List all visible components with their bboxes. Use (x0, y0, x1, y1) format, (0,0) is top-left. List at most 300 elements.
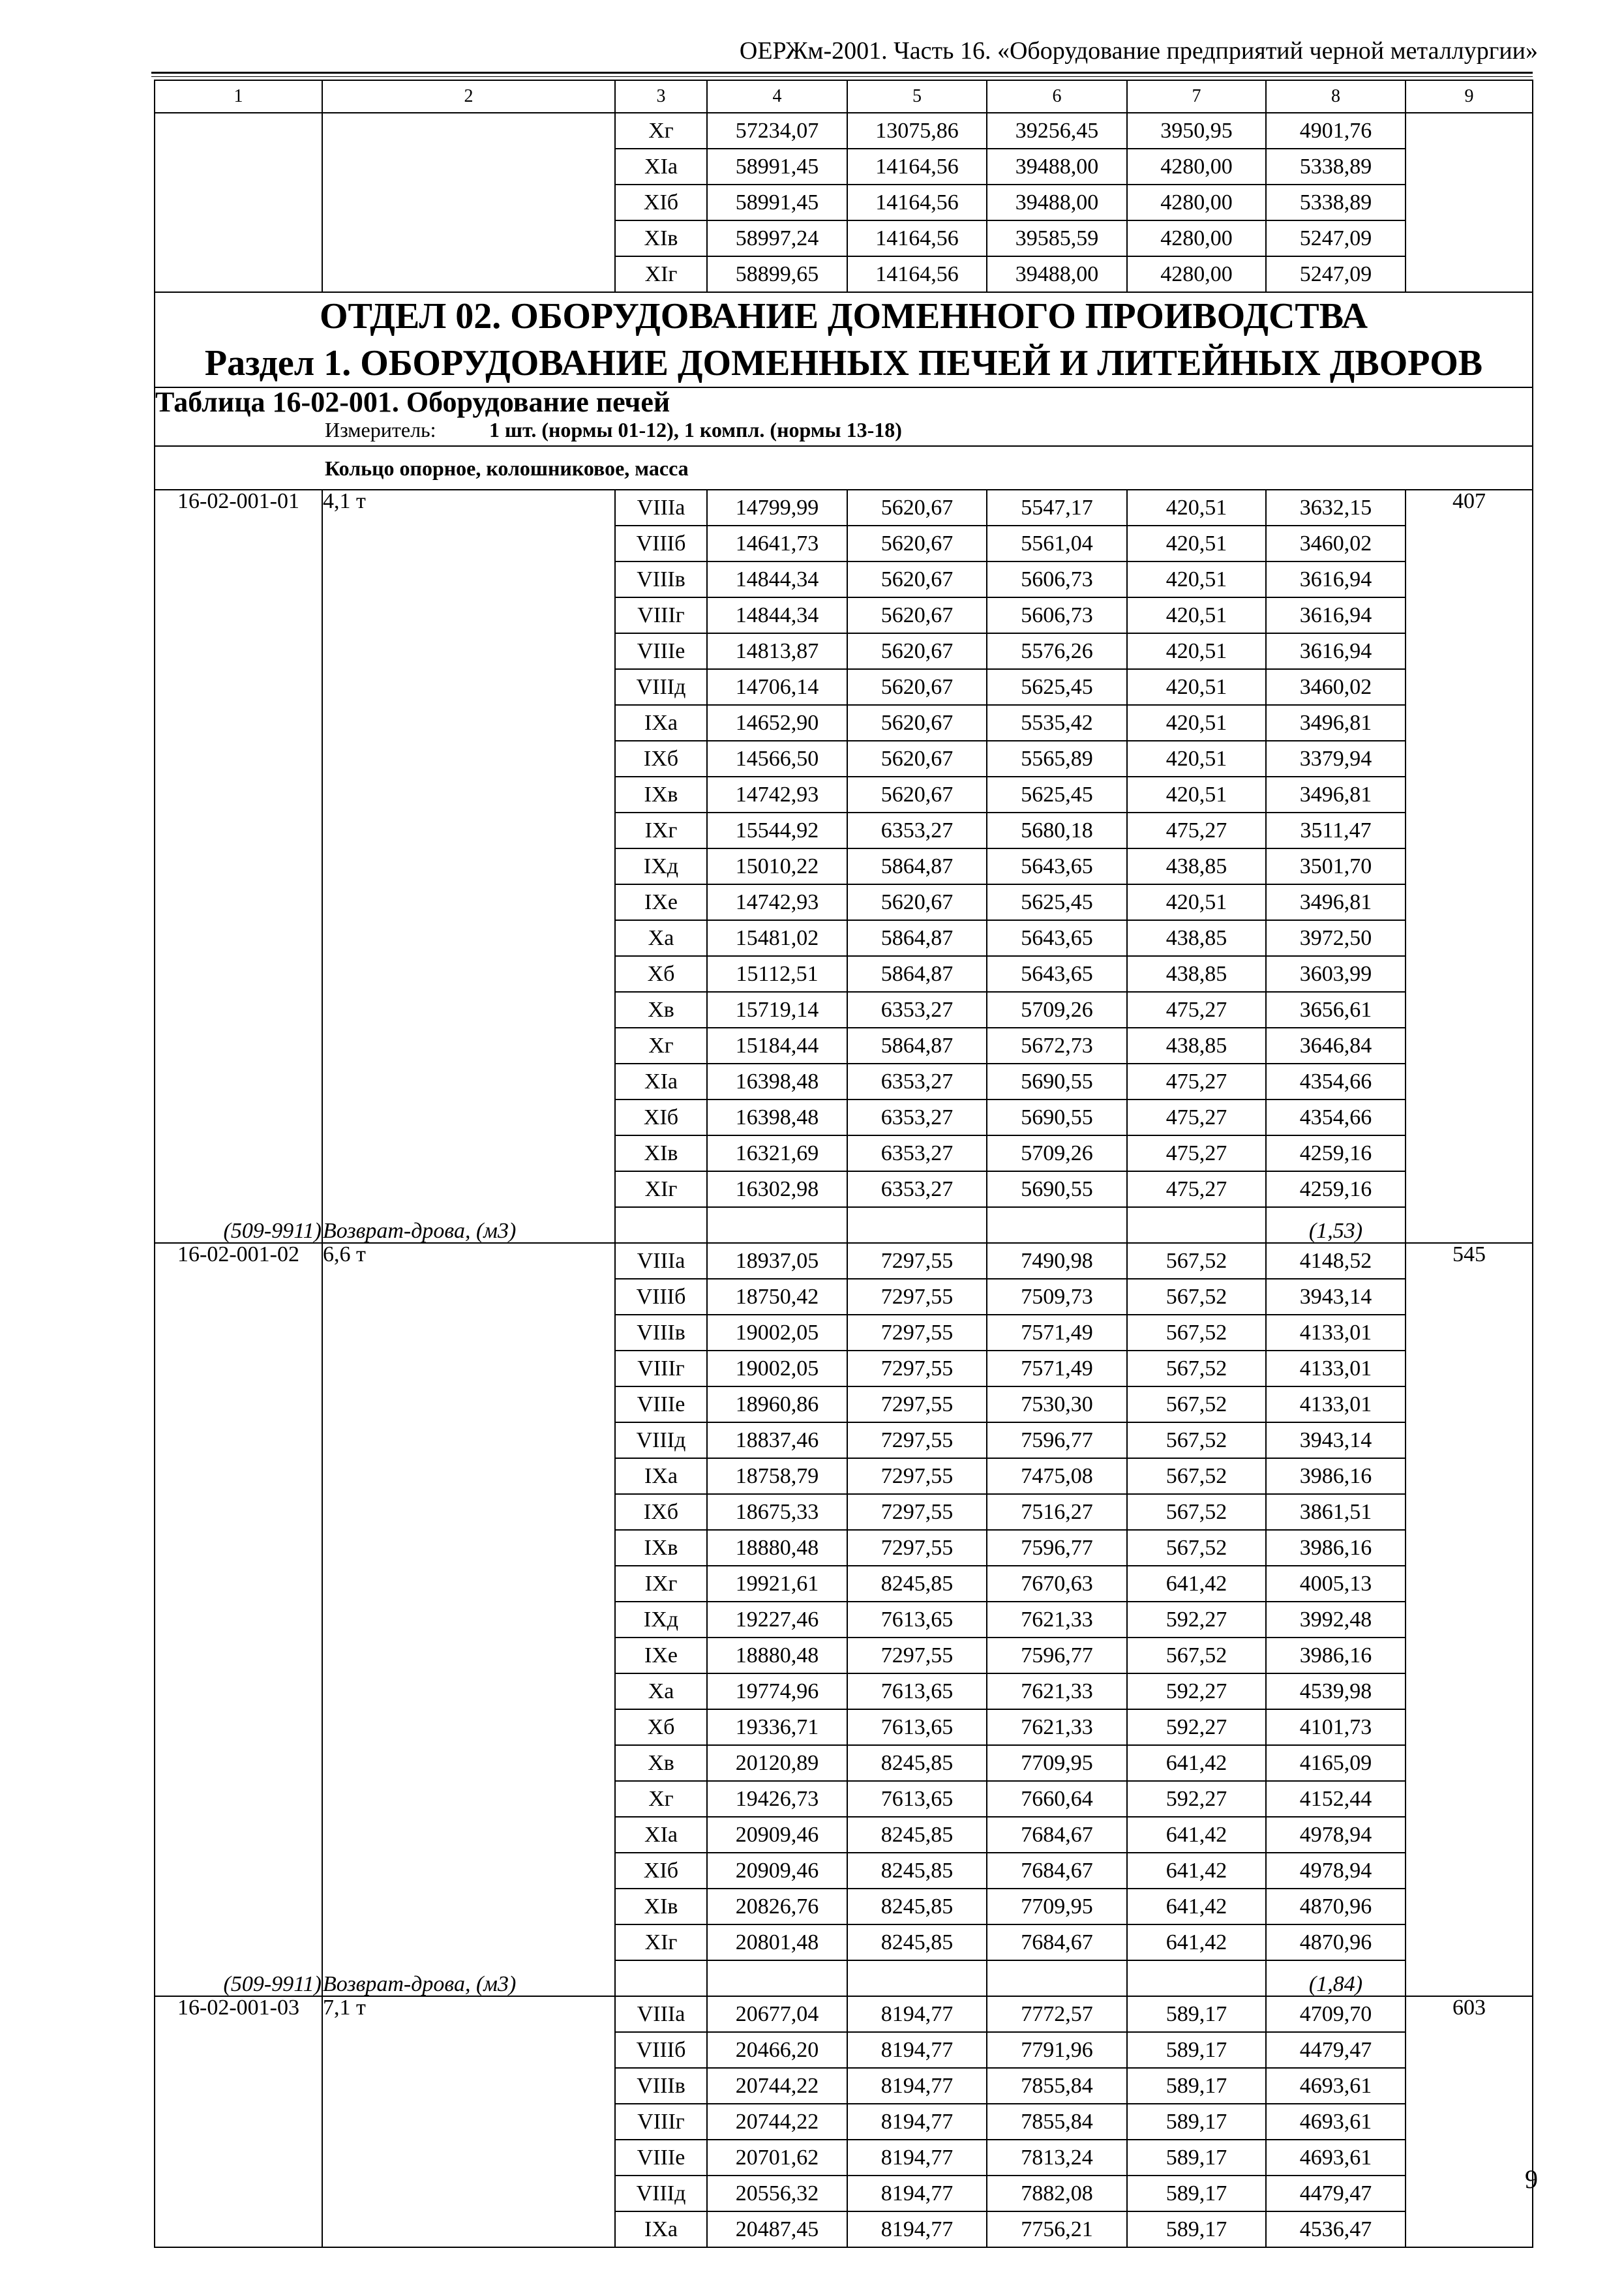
code-cell (155, 526, 322, 561)
col9-cell: 603 (1406, 1996, 1533, 2032)
value-cell: 420,51 (1127, 526, 1266, 561)
empty-cell (707, 1960, 847, 1996)
col9-cell (1406, 1853, 1533, 1889)
empty-cell (847, 1960, 987, 1996)
value-cell: 8245,85 (847, 1853, 987, 1889)
value-cell: 567,52 (1127, 1422, 1266, 1458)
value-cell: 5606,73 (987, 597, 1127, 633)
return-code: (509-9911) (155, 1207, 322, 1243)
value-cell: 4280,00 (1127, 149, 1266, 185)
col9-cell (1406, 777, 1533, 813)
value-cell: 7660,64 (987, 1781, 1127, 1817)
mass-cell (322, 1924, 615, 1960)
table-row (155, 1530, 1533, 1566)
value-cell: 5620,67 (847, 884, 987, 920)
table-row (155, 1279, 1533, 1315)
value-cell: 7791,96 (987, 2032, 1127, 2068)
col9-cell (1406, 1889, 1533, 1924)
mass-cell (322, 813, 615, 848)
zone-cell: IXг (615, 1566, 707, 1602)
value-cell: 7613,65 (847, 1781, 987, 1817)
value-cell: 20744,22 (707, 2104, 847, 2140)
value-cell: 14844,34 (707, 561, 847, 597)
col9-cell (1406, 741, 1533, 777)
page-number: 9 (1525, 2164, 1538, 2194)
value-cell: 4693,61 (1266, 2104, 1406, 2140)
mass-cell (322, 1494, 615, 1530)
value-cell: 438,85 (1127, 920, 1266, 956)
return-label: Возврат-дрова, (м3) (322, 1960, 615, 1996)
value-cell: 567,52 (1127, 1315, 1266, 1351)
value-cell: 8245,85 (847, 1889, 987, 1924)
mass-cell (322, 705, 615, 741)
code-cell (155, 1566, 322, 1602)
value-cell: 7621,33 (987, 1709, 1127, 1745)
value-cell: 18675,33 (707, 1494, 847, 1530)
value-cell: 4901,76 (1266, 113, 1406, 149)
table-row (155, 1817, 1533, 1853)
code-cell (155, 1494, 322, 1530)
col9-cell (1406, 1924, 1533, 1960)
code-cell (155, 256, 322, 292)
zone-cell: IXa (615, 1458, 707, 1494)
value-cell: 3603,99 (1266, 956, 1406, 992)
value-cell: 4165,09 (1266, 1745, 1406, 1781)
empty-cell (987, 1960, 1127, 1996)
value-cell: 5620,67 (847, 597, 987, 633)
value-cell: 4870,96 (1266, 1924, 1406, 1960)
value-cell: 8194,77 (847, 2068, 987, 2104)
col9-cell (1406, 1673, 1533, 1709)
value-cell: 5709,26 (987, 1135, 1127, 1171)
value-cell: 20909,46 (707, 1853, 847, 1889)
department-row (155, 292, 1533, 387)
value-cell: 420,51 (1127, 705, 1266, 741)
value-cell: 58991,45 (707, 185, 847, 220)
code-cell (155, 1064, 322, 1100)
value-cell: 589,17 (1127, 2176, 1266, 2211)
col9-cell (1406, 113, 1533, 149)
value-cell: 3950,95 (1127, 113, 1266, 149)
value-cell: 4354,66 (1266, 1064, 1406, 1100)
value-cell: 567,52 (1127, 1279, 1266, 1315)
empty-cell (615, 1960, 707, 1996)
value-cell: 7813,24 (987, 2140, 1127, 2176)
mass-cell (322, 1781, 615, 1817)
value-cell: 567,52 (1127, 1351, 1266, 1386)
col9-cell (1406, 256, 1533, 292)
mass-cell (322, 992, 615, 1028)
col9-cell: 545 (1406, 1243, 1533, 1279)
table-row (155, 220, 1533, 256)
value-cell: 20466,20 (707, 2032, 847, 2068)
table-row (155, 669, 1533, 705)
mass-cell (322, 920, 615, 956)
code-cell (155, 1817, 322, 1853)
mass-cell (322, 2140, 615, 2176)
value-cell: 5535,42 (987, 705, 1127, 741)
table-row (155, 1351, 1533, 1386)
mass-cell: 4,1 т (322, 490, 615, 526)
value-cell: 475,27 (1127, 1171, 1266, 1207)
value-cell: 3861,51 (1266, 1494, 1406, 1530)
value-cell: 5620,67 (847, 633, 987, 669)
table-row (155, 1064, 1533, 1100)
value-cell: 39256,45 (987, 113, 1127, 149)
desc-cell (322, 149, 615, 185)
column-number: 8 (1266, 80, 1406, 113)
zone-cell: VIIIб (615, 1279, 707, 1315)
value-cell: 4101,73 (1266, 1709, 1406, 1745)
value-cell: 5709,26 (987, 992, 1127, 1028)
value-cell: 3972,50 (1266, 920, 1406, 956)
code-cell (155, 777, 322, 813)
code-cell (155, 741, 322, 777)
mass-cell (322, 1817, 615, 1853)
value-cell: 4005,13 (1266, 1566, 1406, 1602)
table-row (155, 526, 1533, 561)
zone-cell: VIIIд (615, 2176, 707, 2211)
table-row (155, 741, 1533, 777)
code-cell (155, 2176, 322, 2211)
value-cell: 4479,47 (1266, 2176, 1406, 2211)
zone-cell: XIг (615, 256, 707, 292)
code-cell (155, 1602, 322, 1638)
table-row (155, 113, 1533, 149)
col9-cell (1406, 956, 1533, 992)
return-row (155, 1960, 1533, 1996)
table-row (155, 1602, 1533, 1638)
value-cell: 3646,84 (1266, 1028, 1406, 1064)
running-header: ОЕРЖм-2001. Часть 16. «Оборудование предприятий черной металлургии» (739, 37, 1538, 65)
desc-cell (322, 113, 615, 149)
value-cell: 5680,18 (987, 813, 1127, 848)
department-heading (155, 292, 1533, 387)
col9-cell (1406, 813, 1533, 848)
value-cell: 5338,89 (1266, 185, 1406, 220)
code-cell (155, 1673, 322, 1709)
code-cell: 16-02-001-02 (155, 1243, 322, 1279)
value-cell: 438,85 (1127, 956, 1266, 992)
column-number: 5 (847, 80, 987, 113)
value-cell: 589,17 (1127, 2140, 1266, 2176)
section-title: Раздел 1. ОБОРУДОВАНИЕ ДОМЕННЫХ ПЕЧЕЙ И ЛИТЕЙНЫХ ДВОРОВ (204, 343, 1483, 383)
value-cell: 14164,56 (847, 149, 987, 185)
value-cell: 420,51 (1127, 884, 1266, 920)
value-cell: 5625,45 (987, 669, 1127, 705)
mass-cell (322, 1709, 615, 1745)
value-cell: 567,52 (1127, 1458, 1266, 1494)
value-cell: 641,42 (1127, 1566, 1266, 1602)
zone-cell: XIг (615, 1171, 707, 1207)
zone-cell: IXa (615, 705, 707, 741)
mass-cell (322, 1458, 615, 1494)
value-cell: 19336,71 (707, 1709, 847, 1745)
value-cell: 475,27 (1127, 1135, 1266, 1171)
code-cell (155, 2068, 322, 2104)
return-label: Возврат-дрова, (м3) (322, 1207, 615, 1243)
zone-cell: XIб (615, 1853, 707, 1889)
value-cell: 5672,73 (987, 1028, 1127, 1064)
department-title: ОТДЕЛ 02. ОБОРУДОВАНИЕ ДОМЕННОГО ПРОИВОДСТВА (319, 296, 1368, 337)
code-cell (155, 597, 322, 633)
value-cell: 19774,96 (707, 1673, 847, 1709)
value-cell: 3496,81 (1266, 705, 1406, 741)
value-cell: 5643,65 (987, 956, 1127, 992)
desc-cell (322, 220, 615, 256)
mass-cell (322, 597, 615, 633)
value-cell: 5620,67 (847, 561, 987, 597)
code-cell (155, 185, 322, 220)
value-cell: 20487,45 (707, 2211, 847, 2247)
value-cell: 4259,16 (1266, 1135, 1406, 1171)
value-cell: 589,17 (1127, 1996, 1266, 2032)
value-cell: 14742,93 (707, 884, 847, 920)
value-cell: 19227,46 (707, 1602, 847, 1638)
value-cell: 15719,14 (707, 992, 847, 1028)
value-cell: 19921,61 (707, 1566, 847, 1602)
zone-cell: VIIIг (615, 597, 707, 633)
value-cell: 3501,70 (1266, 848, 1406, 884)
mass-cell (322, 1064, 615, 1100)
value-cell: 18837,46 (707, 1422, 847, 1458)
column-number: 3 (615, 80, 707, 113)
zone-cell: XIв (615, 220, 707, 256)
code-cell (155, 2104, 322, 2140)
value-cell: 567,52 (1127, 1638, 1266, 1673)
value-cell: 3379,94 (1266, 741, 1406, 777)
value-cell: 16398,48 (707, 1064, 847, 1100)
zone-cell: Xa (615, 1673, 707, 1709)
mass-cell (322, 741, 615, 777)
code-cell (155, 149, 322, 185)
value-cell: 7530,30 (987, 1386, 1127, 1422)
value-cell: 589,17 (1127, 2211, 1266, 2247)
value-cell: 4280,00 (1127, 220, 1266, 256)
value-cell: 4693,61 (1266, 2140, 1406, 2176)
value-cell: 4280,00 (1127, 185, 1266, 220)
value-cell: 592,27 (1127, 1781, 1266, 1817)
table-row (155, 1924, 1533, 1960)
value-cell: 592,27 (1127, 1709, 1266, 1745)
zone-cell: VIIIe (615, 1386, 707, 1422)
header-rule (151, 72, 1533, 74)
col9-cell (1406, 2176, 1533, 2211)
code-cell (155, 848, 322, 884)
value-cell: 438,85 (1127, 848, 1266, 884)
value-cell: 8194,77 (847, 2104, 987, 2140)
value-cell: 8245,85 (847, 1817, 987, 1853)
value-cell: 39585,59 (987, 220, 1127, 256)
code-cell (155, 1422, 322, 1458)
table-row (155, 149, 1533, 185)
value-cell: 5547,17 (987, 490, 1127, 526)
col9-cell (1406, 2068, 1533, 2104)
mass-cell (322, 1602, 615, 1638)
table-row (155, 597, 1533, 633)
value-cell: 14799,99 (707, 490, 847, 526)
zone-cell: VIIIa (615, 1243, 707, 1279)
value-cell: 5620,67 (847, 777, 987, 813)
mass-cell (322, 1315, 615, 1351)
table-row (155, 1566, 1533, 1602)
item-group-row (155, 446, 1533, 490)
zone-cell: IXe (615, 1638, 707, 1673)
zone-cell: VIIIa (615, 1996, 707, 2032)
value-cell: 39488,00 (987, 149, 1127, 185)
value-cell: 58991,45 (707, 149, 847, 185)
column-number: 9 (1406, 80, 1533, 113)
empty-cell (707, 1207, 847, 1243)
value-cell: 7297,55 (847, 1638, 987, 1673)
value-cell: 3511,47 (1266, 813, 1406, 848)
table-row (155, 2176, 1533, 2211)
code-cell (155, 1171, 322, 1207)
value-cell: 7882,08 (987, 2176, 1127, 2211)
mass-cell (322, 1171, 615, 1207)
measure-value: 1 шт. (нормы 01-12), 1 компл. (нормы 13-18) (489, 418, 902, 441)
col9-cell (1406, 1530, 1533, 1566)
mass-cell (322, 884, 615, 920)
value-cell: 19002,05 (707, 1351, 847, 1386)
value-cell: 58899,65 (707, 256, 847, 292)
mass-cell (322, 669, 615, 705)
value-cell: 641,42 (1127, 1924, 1266, 1960)
value-cell: 57234,07 (707, 113, 847, 149)
code-cell (155, 113, 322, 149)
col9-cell (1406, 1817, 1533, 1853)
value-cell: 39488,00 (987, 185, 1127, 220)
value-cell: 7709,95 (987, 1745, 1127, 1781)
zone-cell: VIIIв (615, 2068, 707, 2104)
value-cell: 420,51 (1127, 777, 1266, 813)
col9-cell (1406, 1207, 1533, 1243)
value-cell: 4539,98 (1266, 1673, 1406, 1709)
col9-cell (1406, 2211, 1533, 2247)
zone-cell: Xб (615, 956, 707, 992)
col9-cell (1406, 220, 1533, 256)
item-group-title: Кольцо опорное, колошниковое, масса (155, 446, 1533, 490)
col9-cell (1406, 669, 1533, 705)
zone-cell: VIIIг (615, 2104, 707, 2140)
value-cell: 4536,47 (1266, 2211, 1406, 2247)
value-cell: 14652,90 (707, 705, 847, 741)
zone-cell: VIIIб (615, 526, 707, 561)
mass-cell (322, 561, 615, 597)
value-cell: 5625,45 (987, 884, 1127, 920)
zone-cell: IXa (615, 2211, 707, 2247)
column-number: 4 (707, 80, 847, 113)
table-row (155, 2032, 1533, 2068)
zone-cell: XIв (615, 1889, 707, 1924)
value-cell: 18750,42 (707, 1279, 847, 1315)
value-cell: 3986,16 (1266, 1530, 1406, 1566)
value-cell: 3496,81 (1266, 777, 1406, 813)
col9-cell: 407 (1406, 490, 1533, 526)
table-row (155, 1781, 1533, 1817)
empty-cell (847, 1207, 987, 1243)
table-row (155, 1386, 1533, 1422)
code-cell (155, 992, 322, 1028)
value-cell: 3460,02 (1266, 669, 1406, 705)
value-cell: 8194,77 (847, 2140, 987, 2176)
mass-cell (322, 1889, 615, 1924)
value-cell: 7621,33 (987, 1602, 1127, 1638)
table-row (155, 2211, 1533, 2247)
col9-cell (1406, 1709, 1533, 1745)
value-cell: 4133,01 (1266, 1315, 1406, 1351)
desc-cell (322, 256, 615, 292)
value-cell: 5690,55 (987, 1100, 1127, 1135)
table-row (155, 920, 1533, 956)
value-cell: 420,51 (1127, 633, 1266, 669)
table-row (155, 813, 1533, 848)
col9-cell (1406, 1028, 1533, 1064)
code-cell (155, 1530, 322, 1566)
col9-cell (1406, 1135, 1533, 1171)
col9-cell (1406, 1315, 1533, 1351)
mass-cell (322, 2068, 615, 2104)
table-row (155, 185, 1533, 220)
value-cell: 8245,85 (847, 1745, 987, 1781)
value-cell: 5247,09 (1266, 220, 1406, 256)
value-cell: 420,51 (1127, 490, 1266, 526)
zone-cell: XIб (615, 1100, 707, 1135)
zone-cell: VIIIд (615, 1422, 707, 1458)
mass-cell (322, 2176, 615, 2211)
value-cell: 15184,44 (707, 1028, 847, 1064)
value-cell: 7516,27 (987, 1494, 1127, 1530)
table-row (155, 1315, 1533, 1351)
value-cell: 7297,55 (847, 1458, 987, 1494)
value-cell: 3460,02 (1266, 526, 1406, 561)
value-cell: 4978,94 (1266, 1853, 1406, 1889)
value-cell: 14566,50 (707, 741, 847, 777)
value-cell: 3616,94 (1266, 561, 1406, 597)
table-title-cell (155, 387, 1533, 446)
col9-cell (1406, 2140, 1533, 2176)
value-cell: 7855,84 (987, 2104, 1127, 2140)
code-cell (155, 1135, 322, 1171)
value-cell: 3496,81 (1266, 884, 1406, 920)
value-cell: 3616,94 (1266, 633, 1406, 669)
table-row (155, 633, 1533, 669)
col9-cell (1406, 1602, 1533, 1638)
mass-cell (322, 1028, 615, 1064)
value-cell: 420,51 (1127, 597, 1266, 633)
value-cell: 14641,73 (707, 526, 847, 561)
mass-cell (322, 1351, 615, 1386)
value-cell: 6353,27 (847, 1135, 987, 1171)
col9-cell (1406, 633, 1533, 669)
value-cell: 8194,77 (847, 1996, 987, 2032)
value-cell: 5690,55 (987, 1171, 1127, 1207)
col9-cell (1406, 1100, 1533, 1135)
value-cell: 4479,47 (1266, 2032, 1406, 2068)
code-cell (155, 1315, 322, 1351)
value-cell: 3986,16 (1266, 1458, 1406, 1494)
zone-cell: XIб (615, 185, 707, 220)
value-cell: 14164,56 (847, 256, 987, 292)
col9-cell (1406, 1566, 1533, 1602)
col9-cell (1406, 884, 1533, 920)
col9-cell (1406, 1494, 1533, 1530)
value-cell: 7613,65 (847, 1673, 987, 1709)
value-cell: 16302,98 (707, 1171, 847, 1207)
value-cell: 7596,77 (987, 1530, 1127, 1566)
table-row (155, 1028, 1533, 1064)
value-cell: 5620,67 (847, 526, 987, 561)
